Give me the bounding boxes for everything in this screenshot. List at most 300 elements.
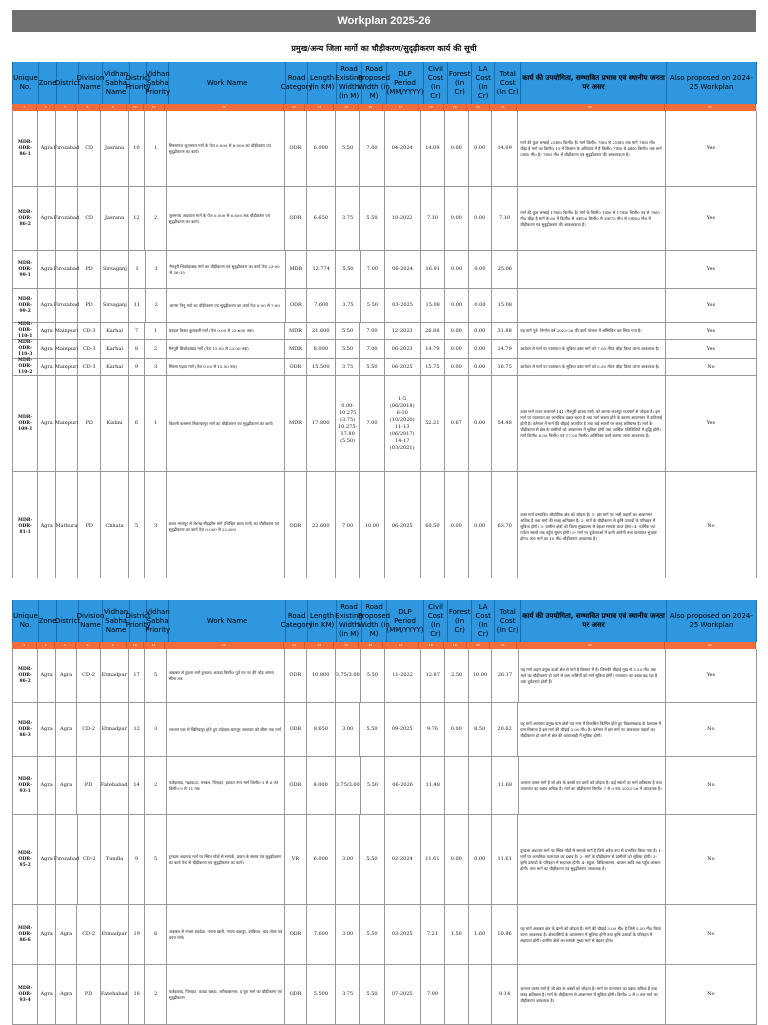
cell-also-proposed: No: [666, 757, 757, 814]
cell-proposed-width: 5.50: [361, 757, 385, 814]
header-unique-no: Unique No.: [13, 600, 39, 642]
cell-civil-cost: 60.50: [421, 472, 445, 581]
cell-district-priority: 9: [129, 815, 146, 904]
table-row: [13, 905, 757, 965]
table-row: [13, 340, 757, 359]
cell-vidhan-sabha-name: Jasrana: [101, 111, 128, 186]
cell-district-priority: 10: [129, 111, 146, 186]
cell-dlp-period: 04-2024: [385, 111, 421, 186]
cell-zone: Agra: [38, 703, 56, 756]
cell-utility-description: मार्ग की कुल लम्बाई 17का0 किमी0 है। मार्ग के किमी0 1का0 से 17का0 किमी0 एवं से 7का0 मी0 चौड़ा है मार्ग के 60 में किमी0 से 9का50 किमी0 से 3का75 मी0 से 5का50 मी0 में चौड़ीकरण एवं सुदृढ़ीकरण की आवश्यकता है।: [518, 187, 665, 250]
index-district-priority: 10: [127, 104, 144, 111]
header-district-priority: District Priority: [130, 600, 147, 642]
table-row: [13, 359, 757, 376]
cell-proposed-width: 5.50: [360, 905, 384, 964]
cell-zone: Agra: [38, 757, 56, 814]
cell-also-proposed: Yes: [666, 323, 757, 339]
cell-road-category: MDR: [285, 340, 306, 358]
header-division-name: Division Name: [79, 62, 103, 104]
cell-work-name: श्मशान घाट से खिरिकपुर होते हुए टांड़ेवाल ग्रामपुर आलयरा को सीमा तक मार्ग: [167, 703, 285, 756]
cell-vidhan-sabha-priority: 2: [146, 289, 167, 322]
page-title-banner: Workplan 2025-26: [12, 10, 756, 32]
cell-work-name: मैनपुरी शिकोहाबाद मार्ग का चौड़ीकरण एवं सुदृढ़ीकरण का कार्य पेज 23-00 से 36-35: [167, 251, 285, 288]
cell-proposed-width: 5.50: [360, 815, 384, 904]
cell-forest-cost: [445, 965, 468, 1024]
page-subtitle: प्रमुख/अन्य जिला मार्गो का चौड़ीकरण/सुदृढ़ीकरण कार्य की सूची: [291, 44, 477, 53]
header-also-proposed: Also proposed on 2024-25 Workplan: [667, 62, 757, 104]
cell-unique-no: MDR-ODR-99-2: [13, 289, 38, 322]
header-dlp-period: DLP Period (MM/YYYY): [387, 62, 424, 104]
cell-vidhan-sabha-priority: 1: [145, 111, 166, 186]
cell-la-cost: [469, 757, 492, 814]
cell-existing-width: 3.00: [336, 815, 360, 904]
index-division-name: 6: [76, 642, 99, 649]
cell-vidhan-sabha-name: Karhal: [101, 359, 128, 375]
cell-la-cost: 0.00: [469, 187, 492, 250]
cell-total-cost: 11.61: [492, 815, 518, 904]
cell-road-category: ODR: [285, 703, 306, 756]
header-utility-description: कार्य की उपयोगिता, सम्भावित प्रभाव एवं स्थानीय जनता पर असर: [521, 62, 667, 104]
header-work-name: Work Name: [169, 62, 286, 104]
cell-civil-cost: 15.75: [421, 359, 445, 375]
cell-la-cost: 0.00: [469, 359, 492, 375]
cell-district: Mainpuri: [56, 340, 78, 358]
header-la-cost: LA Cost (In Cr): [472, 600, 495, 642]
cell-vidhan-sabha-name: Tundla: [101, 815, 128, 904]
cell-dlp-period: 11-2022: [385, 649, 421, 702]
cell-forest-cost: 0.00: [445, 359, 468, 375]
cell-total-cost: 7.10: [492, 187, 518, 250]
index-also-proposed: 23: [665, 104, 757, 111]
cell-la-cost: 0.00: [469, 472, 492, 581]
cell-road-category: ODR: [285, 472, 306, 581]
cell-la-cost: 0.00: [469, 340, 492, 358]
cell-length: 12.774: [307, 251, 336, 288]
cell-vidhan-sabha-priority: 1: [145, 323, 166, 339]
index-vidhan-sabha-name: 9: [100, 642, 127, 649]
cell-total-cost: 16.75: [492, 359, 518, 375]
cell-vidhan-sabha-priority: 3: [145, 472, 166, 581]
cell-also-proposed: Yes: [666, 649, 757, 702]
cell-forest-cost: 0.00: [445, 323, 468, 339]
header-also-proposed: Also proposed on 2024-25 Workplan: [667, 600, 757, 642]
cell-existing-width: 3.75: [336, 187, 360, 250]
index-total-cost: 21: [490, 642, 516, 649]
cell-vidhan-sabha-name: Fatehabad: [101, 757, 129, 814]
index-forest-cost: 19: [444, 104, 467, 111]
cell-zone: Agra: [38, 111, 56, 186]
cell-la-cost: 0.00: [469, 323, 492, 339]
cell-unique-no: MDR-ODR-110-1: [13, 323, 38, 339]
header-vidhan-sabha-name: Vidhan Sabha Name: [103, 600, 130, 642]
cell-also-proposed: No: [666, 703, 757, 756]
cell-proposed-width: 5.50: [360, 965, 384, 1024]
cell-district: Mainpuri: [56, 323, 78, 339]
cell-length: 15.500: [307, 359, 336, 375]
cell-district-priority: 6: [129, 376, 146, 471]
cell-work-name: फतेहाबाद, पिनाहट, कपडा खरडा, जरीयाबानगर, इ पूरा मार्ग का चौड़ीकरण एवं सुदृढ़ीकरण: [167, 965, 285, 1024]
cell-la-cost: 10.00: [469, 649, 492, 702]
cell-district: Agra: [56, 649, 77, 702]
header-vidhan-sabha-name: Vidhan Sabha Name: [103, 62, 130, 104]
index-length: 14: [305, 104, 334, 111]
cell-also-proposed: No: [666, 815, 757, 904]
cell-existing-width: 3.00: [336, 905, 360, 964]
cell-vidhan-sabha-name: Karhal: [101, 340, 128, 358]
index-road-category: 13: [284, 642, 305, 649]
cell-district-priority: 18: [129, 965, 146, 1024]
index-dlp-period: 17: [383, 642, 419, 649]
cell-vidhan-sabha-priority: 1: [146, 251, 167, 288]
table-row: [13, 289, 757, 323]
cell-road-category: ODR: [285, 905, 306, 964]
cell-dlp-period: 06-2024: [385, 251, 421, 288]
cell-district-priority: 17: [129, 649, 146, 702]
cell-la-cost: 1.60: [469, 905, 492, 964]
cell-proposed-width: 7.00: [360, 376, 384, 471]
cell-road-category: ODR: [285, 359, 306, 375]
cell-length: 10.800: [307, 649, 336, 702]
cell-work-name: टूण्डला अदापरा मार्ग पर स्थित गाँवों से सम्पर्क, प्रधान के संसार एवं सुदृढ़ीकरण का कार्य पेज से चौड़ीकरण एवं सुदृढ़ीकरण का कार्य।: [167, 815, 285, 904]
cell-total-cost: 10.96: [492, 905, 518, 964]
index-work-name: 12: [165, 642, 284, 649]
index-district: 5: [55, 104, 76, 111]
cell-work-name: अकबरा से नगला सहदेवा, नगला खारी, नगला कछपुर, दरबियत, चांद तोला एवं दपरा मार्ग।: [167, 905, 285, 964]
cell-work-name: मैनपुरी शिकोहाबाद मार्ग (पेज 15.00 से 23.00 तक): [167, 340, 285, 358]
cell-unique-no: MDR-ODR-110-2: [13, 359, 38, 375]
cell-district: Firozabad: [56, 187, 78, 250]
cell-division-name: CD-2: [77, 703, 100, 756]
cell-dlp-period: 06-2025: [385, 359, 421, 375]
cell-also-proposed: Yes: [666, 289, 757, 322]
cell-civil-cost: 12.87: [421, 649, 445, 702]
index-unique-no: 1: [12, 642, 37, 649]
cell-vidhan-sabha-name: Etmadpur: [101, 905, 129, 964]
cell-civil-cost: 14.09: [421, 111, 445, 186]
cell-civil-cost: 15.08: [421, 289, 445, 322]
cell-existing-width: 5.50: [336, 251, 360, 288]
cell-existing-width: 3.75/3.00: [336, 649, 361, 702]
cell-civil-cost: 11.48: [421, 757, 445, 814]
table-row: [13, 187, 757, 251]
header-forest-cost: Forest (In Cr): [448, 600, 472, 642]
cell-district: Agra: [56, 965, 77, 1024]
header-existing-width: Road Existing Width (in M): [337, 600, 362, 642]
cell-length: 6.650: [307, 187, 336, 250]
cell-division-name: CD-2: [78, 815, 101, 904]
cell-utility-description: [518, 251, 665, 288]
header-district-priority: District Priority: [130, 62, 147, 104]
cell-existing-width: 3.75: [336, 965, 360, 1024]
index-la-cost: 20: [467, 642, 490, 649]
cell-unique-no: MDR-ODR-86-2: [13, 187, 38, 250]
cell-proposed-width: 7.00: [361, 251, 385, 288]
cell-forest-cost: 0.00: [445, 703, 468, 756]
index-zone: 4: [37, 642, 55, 649]
cell-forest-cost: 0.00: [445, 815, 468, 904]
header-existing-width: Road Existing Width (in M): [337, 62, 362, 104]
cell-unique-no: MDR-ODR-86-3: [13, 703, 38, 756]
cell-division-name: CD-3: [78, 359, 101, 375]
cell-work-name: किशनी कसमरा सिकन्दरपुर मार्ग का चौड़ीकरण एवं सुदृढ़ीकरण का कार्य।: [167, 376, 285, 471]
page-break: [0, 578, 768, 600]
cell-zone: Agra: [38, 289, 56, 322]
cell-vidhan-sabha-priority: 2: [145, 757, 166, 814]
cell-existing-width: 3.75: [336, 289, 360, 322]
cell-division-name: CD: [78, 111, 101, 186]
cell-proposed-width: 5.50: [361, 289, 385, 322]
cell-dlp-period: 03-2025: [385, 289, 421, 322]
cell-vidhan-sabha-priority: 1: [145, 376, 166, 471]
index-also-proposed: 23: [665, 642, 757, 649]
cell-proposed-width: 7.00: [360, 111, 384, 186]
table-row: [13, 251, 757, 289]
cell-vidhan-sabha-name: Chhata: [101, 472, 128, 581]
cell-proposed-width: 10.00: [360, 472, 384, 581]
index-vidhan-sabha-priority: 11: [144, 642, 165, 649]
cell-civil-cost: 7.09: [421, 965, 445, 1024]
cell-work-name: करहल किरार कुरावली मार्ग (पेज 0.00 से 23.600 तक): [167, 323, 285, 339]
header-total-cost: Total Cost (In Cr): [495, 600, 521, 642]
cell-division-name: CD-2: [77, 649, 100, 702]
index-proposed-width: 16: [359, 642, 383, 649]
index-length: 14: [305, 642, 334, 649]
cell-existing-width: 7.00: [336, 472, 360, 581]
cell-district-priority: 9: [129, 359, 146, 375]
cell-district: Agra: [56, 757, 77, 814]
header-road-category: Road Category: [286, 62, 308, 104]
cell-work-name: अकबरा से टूंडला मार्ग तुन्दला/ अवादा किमी0 पूर्व पत्र पर की जोड़ आगरा सीमा तक: [167, 649, 285, 702]
cell-vidhan-sabha-priority: 3: [145, 703, 166, 756]
cell-length: 5.500: [307, 965, 336, 1024]
cell-district-priority: 7: [129, 323, 146, 339]
cell-district: Mathura: [56, 472, 78, 581]
header-road-category: Road Category: [286, 600, 308, 642]
cell-la-cost: 0.00: [469, 376, 492, 471]
cell-la-cost: 8.50: [469, 703, 492, 756]
cell-division-name: CD: [78, 187, 101, 250]
cell-utility-description: यह मार्ग आलयरा प्रमुख ग्राम क्षेत्रों एवं नगर में विकसित किसिंग होते हुए विकासखण्ड के देशवाल में ग्राम मिलाता है इस मार्ग की चौड़ाई 3.00 मी0 है। वर्तमान में इस मार्ग पर आवश्यक वाहनों का चौड़ीकरण हो जाने से क्षेत्र की आवाजाही में सुविधा होगी।: [518, 703, 665, 756]
index-la-cost: 20: [467, 104, 490, 111]
header-civil-cost: Civil Cost (In Cr): [424, 600, 448, 642]
cell-existing-width: 3.75/3.00: [336, 757, 361, 814]
cell-civil-cost: 11.61: [421, 815, 445, 904]
cell-dlp-period: 09-2025: [385, 703, 421, 756]
cell-zone: Agra: [38, 359, 56, 375]
cell-road-category: MDR: [285, 323, 306, 339]
table-header: [12, 62, 757, 104]
index-dlp-period: 17: [383, 104, 419, 111]
cell-road-category: ODR: [285, 757, 306, 814]
table-row: [13, 703, 757, 757]
cell-la-cost: 0.00: [469, 815, 492, 904]
index-district: 5: [55, 642, 76, 649]
index-forest-cost: 19: [444, 642, 467, 649]
cell-utility-description: यह मार्ग अकबरा क्षेत्र के ग्रामों को जोड़ता है। मार्ग की चौड़ाई 3.00 मी0 है जिसे 5.50 मी0 किया जाना आवश्यक है। क्षेत्रवासियों के आवागमन में सुविधा होगी तथा कृषि उत्पादों के परिवहन में सहायता होगी। ग्रामीण क्षेत्रों का सम्पर्क मुख्य मार्ग से बेहतर होगा।: [518, 905, 665, 964]
cell-road-category: ODR: [285, 111, 306, 186]
cell-forest-cost: 1.50: [445, 905, 468, 964]
header-utility-description: कार्य की उपयोगिता, सम्भावित प्रभाव एवं स्थानीय जनता पर असर: [521, 600, 667, 642]
table-row: [13, 757, 757, 815]
cell-la-cost: 0.00: [469, 251, 492, 288]
cell-utility-description: अत्यन्त व्यस्त मार्ग है जो क्षेत्र के कस्बों को जोड़ता है। मार्ग पर यातायात का दबाव अधिक है तथा सतह क्षतिग्रस्त है। मार्ग के चौड़ीकरण से आवागमन में सुविधा होगी। किमी0 2 से 5 तक मार्ग का चौड़ीकरण आवश्यक है।: [518, 965, 665, 1024]
cell-vidhan-sabha-priority: 5: [145, 649, 166, 702]
cell-division-name: CD-3: [78, 340, 101, 358]
cell-road-category: MDR: [285, 376, 306, 471]
cell-work-name: फतेहाबाद, गढ़ाक/ऊ, मरबल, पिनाहट, इरादत नगर मार्ग किमी0-1 से 6 एवं किमी0-9 से 11 तक: [167, 757, 285, 814]
cell-existing-width: 3.75: [336, 359, 360, 375]
header-zone: Zone: [39, 62, 57, 104]
cell-zone: Agra: [38, 815, 56, 904]
cell-proposed-width: 5.50: [360, 359, 384, 375]
cell-vidhan-sabha-name: Fatehabad: [101, 965, 129, 1024]
table-row: [13, 965, 757, 1025]
column-index-row: [12, 642, 756, 649]
cell-division-name: CD-3: [78, 323, 101, 339]
cell-also-proposed: Yes: [666, 111, 757, 186]
cell-length: 8.000: [307, 757, 336, 814]
header-district: District: [57, 600, 79, 642]
cell-existing-width: 5.50: [336, 323, 360, 339]
cell-district: Agra: [56, 905, 77, 964]
cell-work-name: सिरसा गढ़वा मार्ग (पेज 0.00 से 15.50 तक): [167, 359, 285, 375]
cell-dlp-period: 1-5 (06/2018) 6-10 (10/2020) 11-13 (06/2017) 14-17 (03/2021): [385, 376, 421, 471]
cell-proposed-width: 5.50: [360, 187, 384, 250]
cell-civil-cost: 52.21: [421, 376, 445, 471]
cell-vidhan-sabha-priority: 2: [145, 187, 166, 250]
cell-zone: Agra: [38, 649, 56, 702]
cell-dlp-period: 06-2023: [385, 340, 421, 358]
cell-utility-description: आवेदन से मार्ग पर यातायात के सुविधा उक्त मार्ग को 7.00 मीटर चौड़ा किया जाना आवश्यक है।: [518, 340, 665, 358]
cell-dlp-period: 03-2025: [385, 905, 421, 964]
cell-proposed-width: 5.50: [361, 649, 385, 702]
cell-total-cost: 14.09: [492, 111, 518, 186]
cell-civil-cost: 26.88: [421, 323, 445, 339]
cell-vidhan-sabha-name: Jasrana: [101, 187, 128, 250]
cell-existing-width: 5.50: [336, 111, 360, 186]
cell-zone: Agra: [38, 965, 56, 1024]
cell-unique-no: MDR-ODR-99-1: [13, 251, 38, 288]
header-vidhan-sabha-priority: Vidhan Sabha Priority: [147, 600, 169, 642]
index-vidhan-sabha-name: 9: [100, 104, 127, 111]
table-body: [12, 111, 757, 582]
cell-length: 7.600: [307, 905, 336, 964]
cell-road-category: MDR: [286, 251, 307, 288]
cell-civil-cost: 14.79: [421, 340, 445, 358]
cell-dlp-period: 07-2025: [385, 965, 421, 1024]
cell-dlp-period: 12-2023: [385, 323, 421, 339]
cell-vidhan-sabha-name: Etmadpur: [101, 703, 129, 756]
header-dlp-period: DLP Period (MM/YYYY): [387, 600, 424, 642]
cell-length: 6.000: [307, 815, 336, 904]
cell-la-cost: 0.00: [469, 111, 492, 186]
cell-work-name: आगरा पिनू मार्ग का चौड़ीकरण एवं सुदृढ़ीकरण का कार्य पेज 0-00 से 7-80: [167, 289, 285, 322]
cell-utility-description: आवेदन से मार्ग पर यातायात के सुविधा उक्त मार्ग को 5.50 मीटर चौड़ा किया जाना आवश्यक है।: [518, 359, 665, 375]
cell-vidhan-sabha-priority: 2: [145, 340, 166, 358]
cell-district-priority: 5: [129, 472, 146, 581]
cell-division-name: PD: [78, 289, 101, 322]
cell-also-proposed: No: [666, 905, 757, 964]
cell-length: 6.000: [307, 111, 336, 186]
table-row: [13, 376, 757, 472]
cell-civil-cost: 16.91: [421, 251, 445, 288]
index-road-category: 13: [284, 104, 305, 111]
cell-utility-description: अत्यन्त व्यस्त मार्ग है जो क्षेत्र के कस्बों एवं ग्रामों को जोड़ता है। कई स्थानों पर मार्ग क्षतिग्रस्त है तथा यातायात का दबाव अधिक है। मार्ग का चौड़ीकरण किमी0 7 से 9 तक 2025-26 में आवश्यक है।: [519, 757, 666, 814]
cell-la-cost: [469, 965, 492, 1024]
cell-forest-cost: 2.50: [445, 649, 468, 702]
table-body: [12, 649, 757, 1025]
cell-zone: Agra: [38, 187, 56, 250]
cell-existing-width: 0.00-10.275 (3.75) 10.275-17.80 (5.50): [336, 376, 360, 471]
index-civil-cost: 18: [419, 642, 443, 649]
cell-also-proposed: Yes: [666, 340, 757, 358]
cell-dlp-period: 06-2026: [385, 757, 421, 814]
cell-district: Firozabad: [56, 289, 78, 322]
cell-work-name: छाता भरतपुर से शेरगढ़-नौहझील मार्ग (चिन्हित छाता मार्ग) का चौड़ीकरण एवं सुदृढ़ीकरण का कार्य पेज 0.000 से 22.600: [167, 472, 285, 581]
cell-total-cost: 11.68: [492, 757, 518, 814]
cell-proposed-width: 7.00: [360, 340, 384, 358]
header-length: Length (in KM): [308, 62, 337, 104]
cell-vidhan-sabha-priority: 5: [145, 815, 166, 904]
index-zone: 4: [37, 104, 55, 111]
cell-division-name: PD: [78, 472, 101, 581]
cell-total-cost: 25.06: [492, 251, 518, 288]
cell-utility-description: उक्त मार्ग राज्य राजमार्ग-141 (मैनपुरी-इटावा मार्ग) को आगरा-कानपुर राजमार्ग से जोड़ता है। इस मार्ग पर यातायात का अत्यधिक दबाव रहता है तथा मार्ग संकरा होने के कारण आवागमन में कठिनाई होती है। वर्तमान में मार्ग की चौड़ाई अपर्याप्त है तथा कई स्थानों पर सतह क्षतिग्रस्त है। मार्ग के चौड़ीकरण से क्षेत्र के ग्रामीणों को आवागमन में सुविधा होगी तथा आर्थिक गतिविधियों में वृद्धि होगी। मार्ग किमी0 8.00 किमी0 एवं 17.00 किमी0 अतिरिक्त कार्य कराया जाना आवश्यक है।: [518, 376, 665, 471]
header-length: Length (in KM): [308, 600, 337, 642]
column-index-row: [12, 104, 756, 111]
cell-road-category: ODR: [285, 649, 306, 702]
cell-vidhan-sabha-name: Sirsaganj: [101, 289, 129, 322]
cell-total-cost: 20.62: [492, 703, 518, 756]
cell-work-name: सिरसागंज जुनमपरा मार्ग के पेज 0.000 से 6.000 का चौड़ीकरण एवं सुदृढ़ीकरण का कार्य।: [167, 111, 285, 186]
table-row: [13, 472, 757, 582]
cell-utility-description: उक्त मार्ग प्रस्तावित औद्योगिक क्षेत्र को जोड़ता है। 1- इस मार्ग पर भारी वाहनों का आवागमन अधिक है तथा मार्ग की सतह क्षतिग्रस्त है। 2- मार्ग के चौड़ीकरण से कृषि उत्पादों के परिवहन में सुविधा होगी। 3- ग्रामीण क्षेत्रों को जिला मुख्यालय से बेहतर सम्पर्क प्राप्त होगा। 4- धार्मिक एवं पर्यटन स्थलों तक पहुँच सुगम होगी। 5- मार्ग पर दुर्घटनाओं में कमी आयेगी तथा यातायात सुचारू होगा। अतः मार्ग का 10 मी0 चौड़ीकरण आवश्यक है।: [518, 472, 665, 581]
cell-forest-cost: 0.67: [445, 376, 468, 471]
cell-unique-no: MDR-ODR-81-1: [13, 472, 38, 581]
cell-total-cost: 8.14: [492, 965, 518, 1024]
cell-division-name: PD: [78, 376, 101, 471]
header-work-name: Work Name: [169, 600, 286, 642]
table-header: [12, 600, 757, 642]
cell-zone: Agra: [38, 905, 56, 964]
cell-forest-cost: 0.00: [445, 472, 468, 581]
cell-division-name: PD: [77, 757, 100, 814]
cell-road-category: ODR: [285, 187, 306, 250]
cell-unique-no: MDR-ODR-86-1: [13, 111, 38, 186]
cell-dlp-period: 06-2025: [385, 472, 421, 581]
index-proposed-width: 16: [359, 104, 383, 111]
cell-total-cost: 26.17: [492, 649, 518, 702]
cell-length: 21.600: [307, 323, 336, 339]
cell-district-priority: 19: [129, 905, 146, 964]
cell-road-category: ODR: [285, 965, 306, 1024]
cell-length: 17.800: [307, 376, 336, 471]
cell-road-category: ODR: [286, 289, 307, 322]
cell-existing-width: 3.00: [336, 703, 360, 756]
cell-zone: Agra: [38, 323, 56, 339]
cell-vidhan-sabha-priority: 3: [145, 359, 166, 375]
cell-unique-no: MDR-ODR-95-2: [13, 815, 38, 904]
cell-district-priority: 14: [129, 757, 146, 814]
cell-la-cost: 0.00: [469, 289, 492, 322]
table-row: [13, 323, 757, 340]
index-existing-width: 15: [334, 104, 358, 111]
cell-also-proposed: Yes: [666, 251, 757, 288]
cell-unique-no: MDR-ODR-86-2: [13, 649, 38, 702]
cell-unique-no: MDR-ODR-93-1: [13, 757, 38, 814]
cell-length: 8.650: [307, 703, 336, 756]
cell-district: Agra: [56, 703, 77, 756]
